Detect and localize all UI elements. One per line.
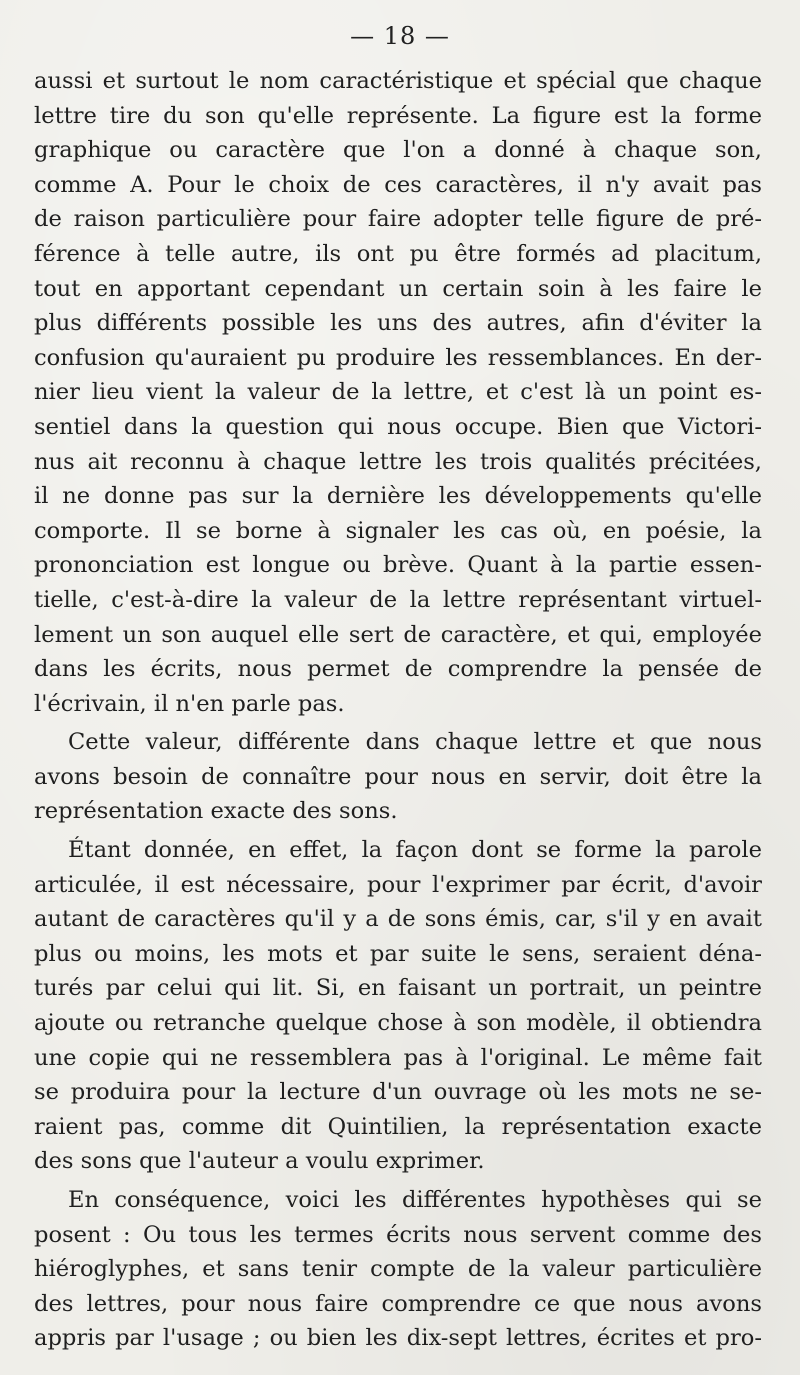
text-line: turés par celui qui lit. Si, en faisant un portrait, un peintre (34, 975, 762, 1002)
text-line: tout en apportant cependant un certain soin à les faire le (34, 275, 762, 302)
text-line: se produira pour la lecture d'un ouvrage où les mots ne se- (34, 1079, 762, 1106)
paragraph-1 (34, 64, 762, 721)
text-line: appris par l'usage ; ou bien les dix-sept lettres, écrites et pro- (34, 1325, 762, 1352)
text-line: comme A. Pour le choix de ces caractères, il n'y avait pas (34, 171, 762, 198)
text-line: avons besoin de connaître pour nous en servir, doit être la (34, 763, 762, 790)
text-line: En conséquence, voici les différentes hypothèses qui se (68, 1187, 762, 1213)
text-line: représentation exacte des sons. (34, 798, 398, 825)
text-line: dans les écrits, nous permet de comprendre la pensée de (34, 656, 762, 683)
paragraph-2 (34, 725, 762, 829)
text-line: sentiel dans la question qui nous occupe. Bien que Victori- (34, 413, 762, 440)
text-line: hiéroglyphes, et sans tenir compte de la valeur particulière (34, 1256, 762, 1283)
text-line: férence à telle autre, ils ont pu être formés ad placitum, (34, 240, 762, 267)
body-text (34, 64, 762, 1356)
text-line: articulée, il est nécessaire, pour l'exprimer par écrit, d'avoir (34, 871, 762, 898)
text-line: plus ou moins, les mots et par suite le sens, seraient déna- (34, 940, 762, 967)
page-number: — 18 — (350, 22, 450, 50)
text-line: l'écrivain, il n'en parle pas. (34, 690, 345, 717)
paragraph-4 (34, 1183, 762, 1356)
text-line: prononciation est longue ou brève. Quant à la partie essen- (34, 552, 762, 579)
text-line: ajoute ou retranche quelque chose à son modèle, il obtiendra (34, 1010, 762, 1037)
text-line: nus ait reconnu à chaque lettre les trois qualités précitées, (34, 448, 762, 475)
text-line: plus différents possible les uns des autres, afin d'éviter la (34, 310, 762, 337)
text-line: graphique ou caractère que l'on a donné à chaque son, (34, 137, 762, 164)
text-line: aussi et surtout le nom caractéristique et spécial que chaque (34, 68, 762, 94)
text-line: autant de caractères qu'il y a de sons émis, car, s'il y en avait (34, 906, 762, 933)
text-line: comporte. Il se borne à signaler les cas où, en poésie, la (34, 517, 762, 544)
text-line: tielle, c'est-à-dire la valeur de la lettre représentant virtuel- (34, 586, 762, 613)
text-line: Cette valeur, différente dans chaque lettre et que nous (68, 729, 762, 756)
text-line: lettre tire du son qu'elle représente. La figure est la forme (34, 102, 762, 129)
text-line: une copie qui ne ressemblera pas à l'original. Le même fait (34, 1044, 762, 1071)
text-line: de raison particulière pour faire adopter telle figure de pré- (34, 206, 762, 233)
text-line: il ne donne pas sur la dernière les développements qu'elle (34, 483, 762, 510)
text-line: raient pas, comme dit Quintilien, la représentation exacte (34, 1113, 762, 1140)
text-line: des lettres, pour nous faire comprendre ce que nous avons (34, 1290, 762, 1317)
text-line: confusion qu'auraient pu produire les ressemblances. En der- (34, 344, 762, 371)
text-line: Étant donnée, en effet, la façon dont se forme la parole (68, 837, 762, 864)
text-line: posent : Ou tous les termes écrits nous servent comme des (34, 1221, 762, 1248)
text-line: lement un son auquel elle sert de caractère, et qui, employée (34, 621, 762, 648)
text-line: nier lieu vient la valeur de la lettre, et c'est là un point es- (34, 379, 762, 406)
text-line: des sons que l'auteur a voulu exprimer. (34, 1148, 485, 1175)
paragraph-3 (34, 833, 762, 1179)
